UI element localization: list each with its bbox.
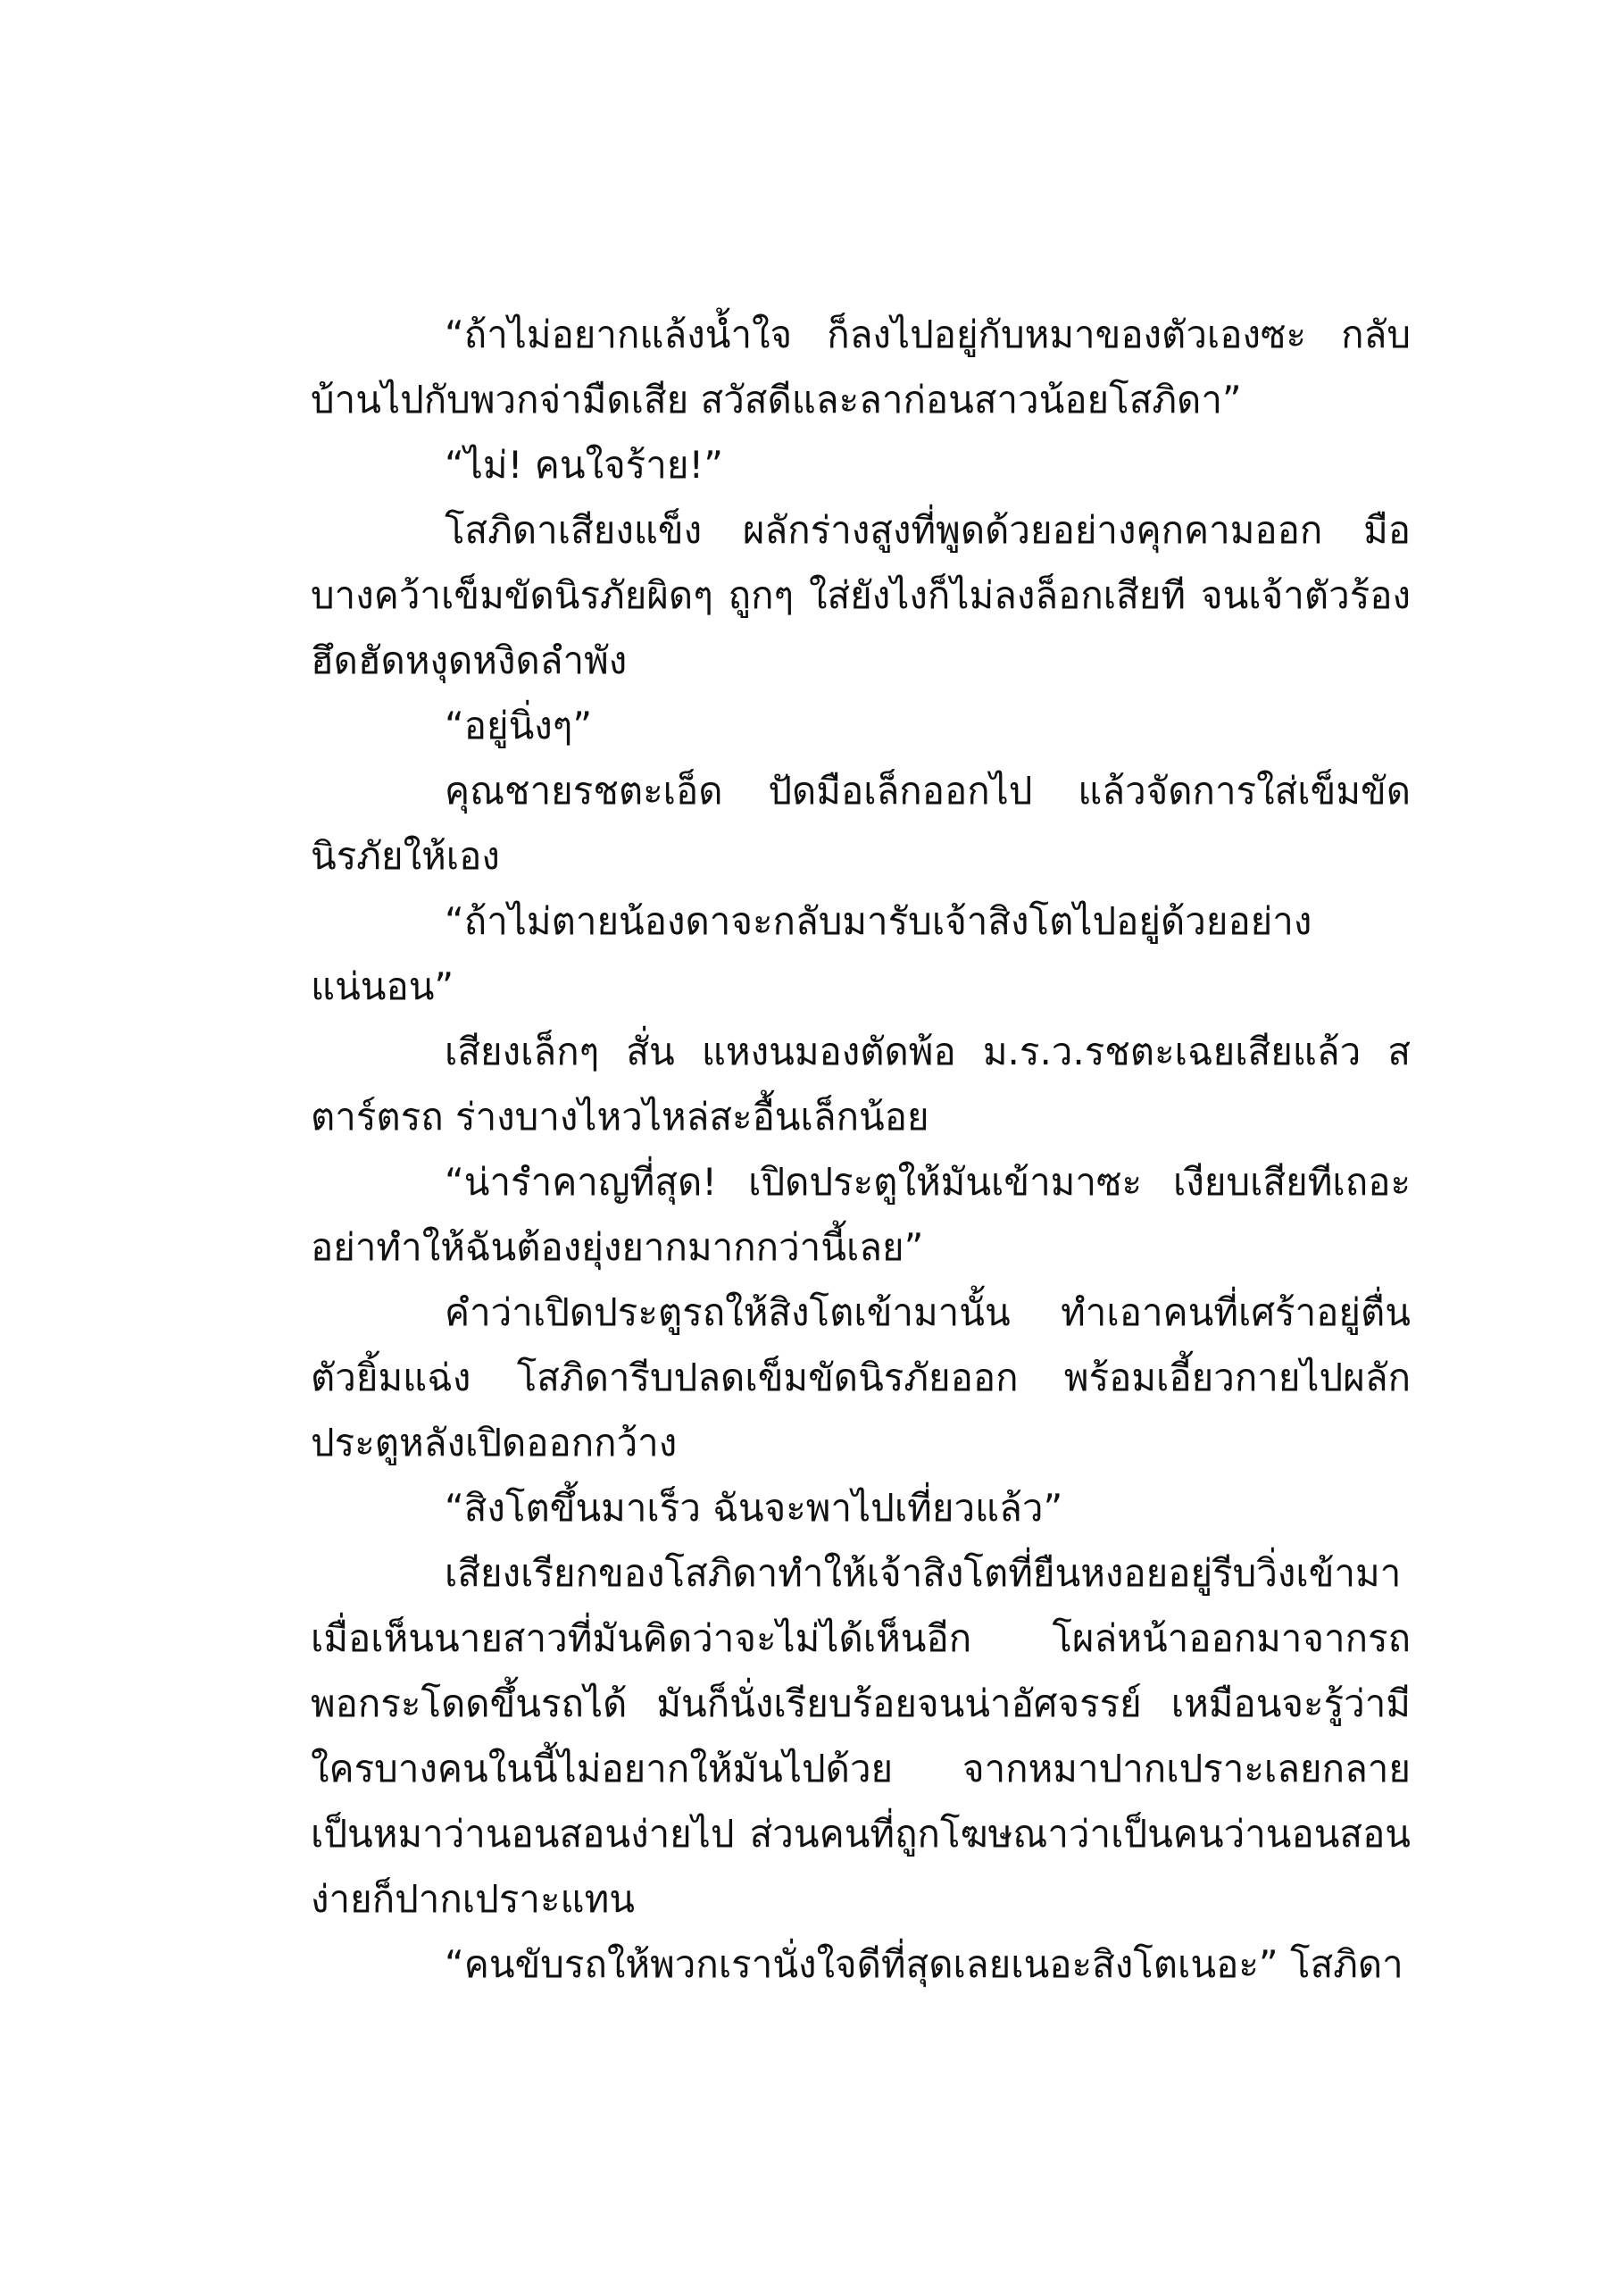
paragraph-9: คำว่าเปิดประตูรถให้สิงโตเข้ามานั้น ทำเอาคนที่เศร้าอยู่ตื่นตัวยิ้มแฉ่ง โสภิดารีบปลดเข็มขัดนิรภัยออก พร้อมเอี้ยวกายไปผลักประตูหลังเปิดออกกว้าง xyxy=(311,1290,1411,1464)
paragraph-4: “อยู่นิ่งๆ” xyxy=(445,704,593,747)
paragraph-5: คุณชายรชตะเอ็ด ปัดมือเล็กออกไป แล้วจัดการใส่เข็มขัดนิรภัยให้เอง xyxy=(311,769,1411,878)
paragraph-12: “คนขับรถให้พวกเรานั่งใจดีที่สุดเลยเนอะสิงโตเนอะ” โสภิดา xyxy=(445,1942,1403,1986)
paragraph-11: เสียงเรียกของโสภิดาทำให้เจ้าสิงโตที่ยืนหงอยอยู่รีบวิ่งเข้ามา เมื่อเห็นนายสาวที่มันคิดว่าจะไม่ได้เห็นอีก โผล่หน้าออกมาจากรถ พอกระโดดขึ้นรถได้ มันก็นั่งเรียบร้อยจนน่าอัศจรรย์ เหมือนจะรู้ว่ามีใครบางคนในนี้ไม่อยากให้มันไปด้วย จากหมาปากเปราะเลยกลายเป็นหมาว่านอนสอนง่ายไป ส่วนคนที่ถูกโฆษณาว่าเป็นคนว่านอนสอนง่ายก็ปากเปราะแทน xyxy=(311,1551,1411,1921)
paragraph-7: เสียงเล็กๆ สั่น แหงนมองตัดพ้อ ม.ร.ว.รชตะเฉยเสียแล้ว สตาร์ตรถ ร่างบางไหวไหล่สะอื้นเล็กน้อย xyxy=(311,1030,1411,1139)
paragraph-1: “ถ้าไม่อยากแล้งน้ำใจ ก็ลงไปอยู่กับหมาของตัวเองซะ กลับบ้านไปกับพวกจ่ามืดเสีย สวัสดีและลาก่อนสาวน้อยโสภิดา” xyxy=(311,313,1411,421)
paragraph-2: “ไม่! คนใจร้าย!” xyxy=(445,443,724,487)
paragraph-6: “ถ้าไม่ตายน้องดาจะกลับมารับเจ้าสิงโตไปอยู่ด้วยอย่างแน่นอน” xyxy=(311,899,1312,1008)
story-text xyxy=(311,302,1411,1997)
paragraph-8: “น่ารำคาญที่สุด! เปิดประตูให้มันเข้ามาซะ เงียบเสียทีเถอะ อย่าทำให้ฉันต้องยุ่งยากมากกว่านี้เลย” xyxy=(311,1160,1411,1269)
paragraph-10: “สิงโตขึ้นมาเร็ว ฉันจะพาไปเที่ยวแล้ว” xyxy=(445,1486,1063,1530)
paragraph-3: โสภิดาเสียงแข็ง ผลักร่างสูงที่พูดด้วยอย่างคุกคามออก มือบางคว้าเข็มขัดนิรภัยผิดๆ ถูกๆ ใส่ยังไงก็ไม่ลงล็อกเสียที จนเจ้าตัวร้องฮึดฮัดหงุดหงิดลำพัง xyxy=(311,508,1411,682)
